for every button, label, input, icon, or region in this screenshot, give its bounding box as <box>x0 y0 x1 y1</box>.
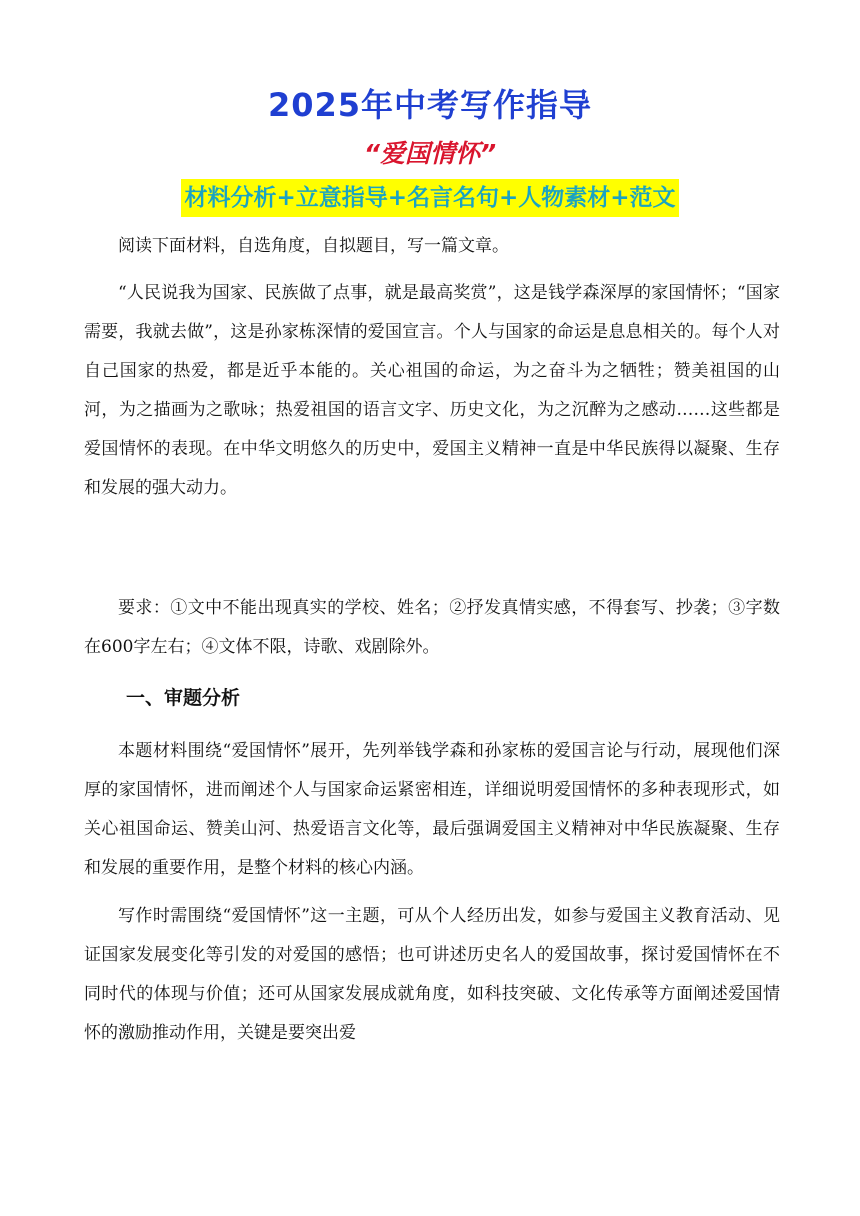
prompt-paragraph: “人民说我为国家、民族做了点事，就是最高奖赏”，这是钱学森深厚的家国情怀；“国家需要，我就去做”，这是孙家栋深情的爱国宣言。个人与国家的命运是息息相关的。每个人对自己国家的热爱，都是近乎本能的。关心祖国的命运，为之奋斗为之牺牲；赞美祖国的山河，为之描画为之歌咏；热爱祖国的语言文字、历史文化，为之沉醉为之感动……这些都是爱国情怀的表现。在中华文明悠久的历史中，爱国主义精神一直是中华民族得以凝聚、生存和发展的强大动力。 <box>84 283 780 498</box>
instruction-paragraph: 阅读下面材料，自选角度，自拟题目，写一篇文章。 <box>118 236 509 256</box>
requirement-block <box>84 589 780 676</box>
analysis-paragraph: 本题材料围绕“爱国情怀”展开，先列举钱学森和孙家栋的爱国言论与行动，展现他们深厚的家国情怀，进而阐述个人与国家命运紧密相连，详细说明爱国情怀的多种表现形式，如关心祖国命运、赞美山河、热爱语言文化等，最后强调爱国主义精神对中华民族凝聚、生存和发展的重要作用，是整个材料的核心内涵。 <box>84 741 780 878</box>
section-heading: 一、审题分析 <box>126 687 241 709</box>
prompt-block <box>84 274 780 517</box>
requirement-paragraph: 要求：①文中不能出现真实的学校、姓名；②抒发真情实感，不得套写、抄袭；③字数在600字左右；④文体不限，诗歌、戏剧除外。 <box>84 598 780 657</box>
page-subtitle: “爱国情怀” <box>363 139 497 168</box>
analysis-block <box>84 732 780 1062</box>
highlight-banner: 材料分析+立意指导+名言名句+人物素材+范文 <box>181 179 678 217</box>
analysis-paragraph: 写作时需围绕“爱国情怀”这一主题，可从个人经历出发，如参与爱国主义教育活动、见证国家发展变化等引发的对爱国的感悟；也可讲述历史名人的爱国故事，探讨爱国情怀在不同时代的体现与价值；还可从国家发展成就角度，如科技突破、文化传承等方面阐述爱国情怀的激励推动作用，关键是要突出爱 <box>84 906 780 1043</box>
instruction-block <box>84 227 780 275</box>
page-title: 2025年中考写作指导 <box>267 86 593 124</box>
banner-container <box>0 179 860 217</box>
